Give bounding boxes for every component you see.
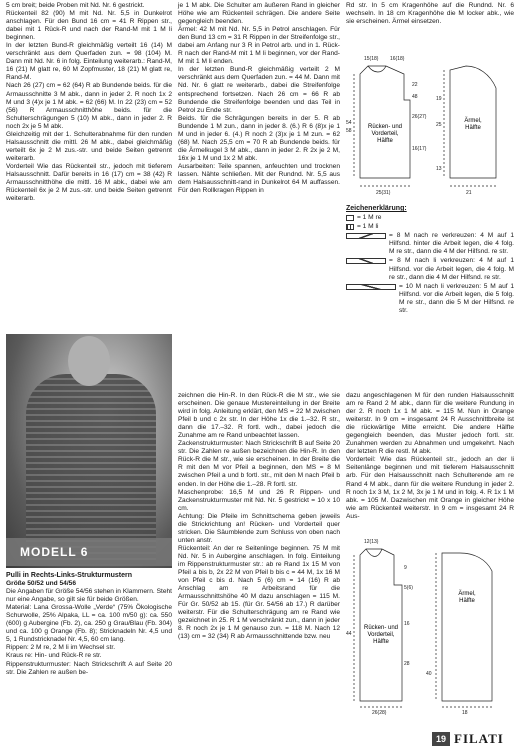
paragraph: Rippen: 2 M re, 2 M li im Wechsel str. bbox=[6, 644, 116, 652]
paragraph: Vorderteil Wie das Rückenteil str., jedoch mit tieferem Halsausschnitt. Dafür bereits in 16 (17) cm = 38 (42) R Armausschnitthöhe die mittl. 16 M abk., dabei wie am Rückenteil 6x je 2 M zus.-str. und beide Seiten getrennt weiterarb. bbox=[6, 162, 172, 203]
body-outline bbox=[360, 66, 410, 178]
paragraph: Rückenteil: An der re Seitenlinge beginnen. 75 M mit Nd. Nr. 5 in Aubergine anschlagen. In folg. Einteilung im Rippenstrukturmuster str.: ab re Rand 1x 15 M von Pfeil a bis b, 2x 22 M von Pfeil b bis c = 44 M, 1x 16 M von Pfeil c bis d. Nach 5 (6) cm = 14 (16) R ab Anschlag am re Arbeitsrand für die Armausschnittshöhe 40 M dazu anschlagen = 115 M. Für Gr. 50/52 ab 15. (für Gr. 54/56 ab 17.) R darüber weiterstr. Für die Schulterschrägung am re Rand wie gezeichnet in 25. R 1 M verschränkt zun., dann in jeder 8. R noch 2x je 1 M genauso zun. = 118 M. Nach 12 (13) cm = 32 (34) R ab Armausschnittende bzw. neu bbox=[178, 544, 340, 641]
paragraph: Rückenteil 82 (90) M mit Nd. Nr. 5,5 in Dunkelrot anschlagen. Für den Bund 16 cm = 41 R Rippen str., dabei mit 1 Rück-R und nach der Rand-M mit 1 M li beginnen. bbox=[6, 10, 172, 42]
paragraph: zeichnen die Hin-R. In den Rück-R die M str., wie sie erscheinen. Die genaue Mustereinteilung in der Breite wird in folg. Anleitung erklärt, den MS = 22 M zwischen Pfeil b und c 2x str. In der Höhe 1x die 1.–32. R str., dann die 17.–32. R fortl. wdh., dabei jedoch die Zunahme am re Rand unbeachtet lassen. bbox=[178, 392, 340, 440]
page-number: 19 bbox=[432, 732, 450, 746]
dim-label: 12(13) bbox=[364, 538, 379, 545]
text-column-2 bbox=[178, 2, 340, 195]
text-column-3 bbox=[346, 2, 514, 315]
paragraph: je 1 M abk. Die Schulter am äußeren Rand in gleicher Höhe wie am Rückenteil schrägen. Die andere Seite gegengleich beenden. bbox=[178, 2, 340, 26]
text-column-1 bbox=[6, 2, 172, 203]
paragraph: Die Angaben für Größe 54/56 stehen in Klammern. Steht nur eine Angabe, so gilt sie für beide Größen. bbox=[6, 588, 172, 604]
sleeve-part-label: Ärmel, Hälfte bbox=[464, 118, 482, 132]
page-footer bbox=[432, 730, 516, 748]
dim-label: 9 bbox=[404, 564, 407, 571]
size-heading: Größe 50/52 und 54/56 bbox=[6, 580, 76, 588]
text-column-1-lower bbox=[6, 572, 172, 677]
legend-row: = 1 M re bbox=[346, 214, 514, 222]
dim-label: 16 bbox=[404, 620, 410, 627]
dim-label: 18 bbox=[462, 709, 468, 715]
paragraph: Rippenstrukturmuster: Nach Strickschrift A auf Seite 20 str. Die Zahlen re außen be- bbox=[6, 660, 172, 676]
dim-label: 13 bbox=[436, 166, 442, 173]
dim-label: 54 bbox=[346, 120, 352, 127]
dim-label: 5(6) bbox=[404, 584, 413, 591]
paragraph: Ärmel: 42 M mit Nd. Nr. 5,5 in Petrol anschlagen. Für den Bund 13 cm = 31 R Rippen in der Streifenfolge str., dabei am Anfang nur 3 R in Petrol arb. und in 1. Rück-R nach der Rand-M mit 1 M li beginnen, vor der Rand-M mit 1 M li enden. bbox=[178, 26, 340, 66]
dim-label: 26(28) bbox=[372, 709, 387, 715]
cable-left-10-symbol bbox=[346, 284, 396, 290]
head-shape bbox=[68, 336, 110, 386]
paragraph: Ausarbeiten: Teile spannen, anfeuchten und trocknen lassen. Nähte schließen. Mit der Rundnd. Nr. 5,5 aus dem Halsausschnitt-rand in Dunkelrot 64 M auffassen. Für den Rollkragen Rippen in bbox=[178, 162, 340, 195]
dim-label: 16(18) bbox=[390, 56, 405, 63]
dim-label: 25 bbox=[436, 122, 442, 129]
knit-symbol bbox=[346, 215, 354, 221]
section-title: Pulli in Rechts-Links-Strukturmustern bbox=[6, 572, 133, 579]
paragraph: Maschenprobe: 16,5 M und 26 R Rippen- und Zackenstrukturmuster mit Nd. Nr. 5 gestrickt = 10 x 10 cm. bbox=[178, 488, 340, 512]
paragraph: Kraus re: Hin- und Rück-R re str. bbox=[6, 652, 102, 660]
model-label: MODELL 6 bbox=[6, 538, 172, 566]
dim-label: 58 bbox=[346, 128, 352, 135]
paragraph: In der letzten Bund-R gleichmäßig verteilt 16 (14) M verschränkt aus dem Querfaden zun. = 98 (104) M. Dann mit Nd. Nr. 6 in folg. Einteilung weiterarb.: Rand-M, 16 (21) M glatt re, 60 M Zopfmuster, 18 (21) M glatt re, Rand-M. bbox=[6, 42, 173, 82]
neck-curve bbox=[368, 66, 386, 72]
sleeve-outline-2 bbox=[442, 553, 492, 701]
sleeve-part-label-2: Ärmel, Hälfte bbox=[458, 590, 476, 604]
legend-title: Zeichenerklärung: bbox=[346, 205, 407, 213]
legend-row: = 10 M nach li verkreuzen: 5 M auf 1 Hilfsnd. vor die Arbeit legen, die 5 folg. M re str., dann die 5 M der Hilfsnd. re str. bbox=[346, 283, 514, 315]
dim-label: 19 bbox=[436, 96, 442, 103]
dim-label: 22 bbox=[412, 82, 418, 89]
paragraph: Achtung: Die Pfeile im Schnittschema geben jeweils die Strickrichtung an! Rücken- und Vorderteil quer stricken. Die Säumblende zum Schluss von oben nach unten anstr. bbox=[178, 512, 340, 544]
paragraph: dazu angeschlagenen M für den runden Halsausschnitt am re Rand 2 M abk., dann für die weitere Rundung in der 2. R noch 1x 1 M abk. = 115 M. Nun in Orange weiterstr. In 9 cm = insgesamt 24 R Ausschnittbreite ist die rückwärtige Mitte erreicht. Die andere Hälfte gegengleich beenden, das Muster jedoch fortl. str. Zunahmen werden zu Abnahmen und umgekehrt. Nach der letzten R die restl. M abk. bbox=[346, 392, 514, 456]
dim-label: 28 bbox=[404, 660, 410, 667]
legend-row: = 8 M nach li verkreuzen: 4 M auf 1 Hilfsnd. vor die Arbeit legen, die 4 folg. M re str., dann die 4 M der Hilfsnd. re str. bbox=[346, 257, 514, 281]
dim-label: 48 bbox=[412, 94, 418, 101]
dimension-labels bbox=[346, 56, 472, 196]
neck-curve-2 bbox=[366, 549, 382, 557]
paragraph: In der letzten Bund-R gleichmäßig verteilt 2 M verschränkt aus dem Querfaden zun. = 44 M. Dann mit Nd. Nr. 6 glatt re weiterarb., dabei die Streifenfolge entsprechend fortsetzen. Nach 26 cm = 66 R ab Bundende die Streifenfolge beenden und das Teil in Petrol zu Ende str. bbox=[178, 66, 340, 114]
text-column-3-lower bbox=[346, 392, 514, 718]
schematic-diagram-2 bbox=[346, 525, 514, 715]
paragraph: Zackenstrukturmuster: Nach Strickschrift B auf Seite 20 str. Die Zahlen re außen bezeichnen die Hin-R. In den Rück-R die M str., wie sie erscheinen. In der Breite die R mit den M vor Pfeil a beginnen, den MS = 8 M zwischen Pfeil a und b fortl. str., mit den M nach Pfeil b enden. In der Höhe die 1.–28. R fortl. str. bbox=[178, 440, 340, 488]
schematic-diagram-1 bbox=[346, 30, 514, 200]
paragraph: Beids. für die Schrägungen bereits in der 5. R ab Bundende 1 M zun., dann in jeder 8. (6.) R 6 (8)x je 1 M und in jeder 6. (4.) R noch 2 (3)x je 1 M zun. = 62 (68) M. Nach 25,5 cm = 70 R ab Bundende beids. für die Ärmelkugel 3 M abk., dann in jeder 2. R 2x je 2 M, 16x je 1 M und 1x 2 M abk. bbox=[178, 114, 340, 162]
model-photo bbox=[6, 334, 172, 568]
paragraph: Material: Lana Grossa-Wolle „Verde“ (75% Ökologische Schurwolle, 25% Alpaka, LL = ca. 100 m/50 g): ca. 550 (600) g Aubergine (Fb. 2), ca. 250 g Grau/Blau (Fb. 304) und ca. 100 g Orange (Fb. 8); Stricknadeln Nr. 4,5 und 5, 1 Rundstricknadel Nr. 4,5, 60 cm lang. bbox=[6, 604, 172, 644]
dim-label: 21 bbox=[466, 190, 472, 197]
legend bbox=[346, 205, 514, 315]
paragraph: Rd str. In 5 cm Kragenhöhe auf die Rundnd. Nr. 6 wechseln. In 18 cm Kragenhöhe die M locker abk., wie sie erscheinen. Ärmel einsetzen. bbox=[346, 2, 514, 26]
paragraph: Gleichzeitig mit der 1. Schulterabnahme für den runden Halsausschnitt die mittl. 26 M abk., dabei gleichmäßig verteilt 6x je 2 M zus.-str. und beide Seiten getrennt weiterarb. bbox=[6, 130, 172, 162]
paragraph: Vorderteil: Wie das Rückenteil str., jedoch an der li Seitenlänge beginnen und mit tieferem Halsausschnitt arb. Für den Halsausschnitt nach Schulterende am re Rand 4 M abk., dann für die weitere Rundung in jeder 2. R noch 1x 3 M, 1x 2 M, 3x je 1 M und in folg. 4. R 1x 1 M abk. = 105 M. Dazwischen mit Orange in gleicher Höhe wie am Rückenteil weiterstr. In 9 cm = insgesamt 24 R Aus- bbox=[346, 456, 514, 520]
legend-row: = 1 M li bbox=[346, 223, 514, 231]
cable-left-symbol bbox=[346, 258, 386, 264]
sweater-shape bbox=[26, 374, 156, 564]
dim-label: 44 bbox=[346, 630, 352, 637]
paragraph: Nach 26 (27) cm = 62 (64) R ab Bundende beids. für die Armausschnitte 3 M abk., dann in jeder 2. R noch 1x 2 M und 3 (4)x je 1 M abk. = 62 (66) M. In 22 (23) cm = 52 (56) R Armausschnitthöhe beids. für die Schulterschrägungen 5 (10) M abk., dann in jeder 2. R noch 2x je 5 M abk. bbox=[6, 82, 172, 130]
legend-row: = 8 M nach re verkreuzen: 4 M auf 1 Hilfsnd. hinter die Arbeit legen, die 4 folg. M re str., dann die 4 M der Hilfsnd. re str. bbox=[346, 232, 514, 256]
dim-label: 26(27) bbox=[412, 114, 427, 121]
text-column-2-lower bbox=[178, 392, 340, 641]
cable-right-symbol bbox=[346, 233, 386, 239]
dim-label: 25(31) bbox=[376, 190, 391, 197]
part-label: Rücken- und Vorderteil, Hälfte bbox=[367, 124, 403, 145]
part-label-2: Rücken- und Vorderteil, Hälfte bbox=[363, 624, 399, 645]
brand-logo: FILATI bbox=[454, 731, 504, 746]
dim-label: 16(17) bbox=[412, 146, 427, 153]
dim-label: 40 bbox=[426, 670, 432, 677]
dim-label: 15(18) bbox=[364, 56, 379, 63]
paragraph: 5 cm breit; beide Proben mit Nd. Nr. 6 gestrickt. bbox=[6, 2, 145, 9]
purl-symbol bbox=[346, 224, 354, 230]
